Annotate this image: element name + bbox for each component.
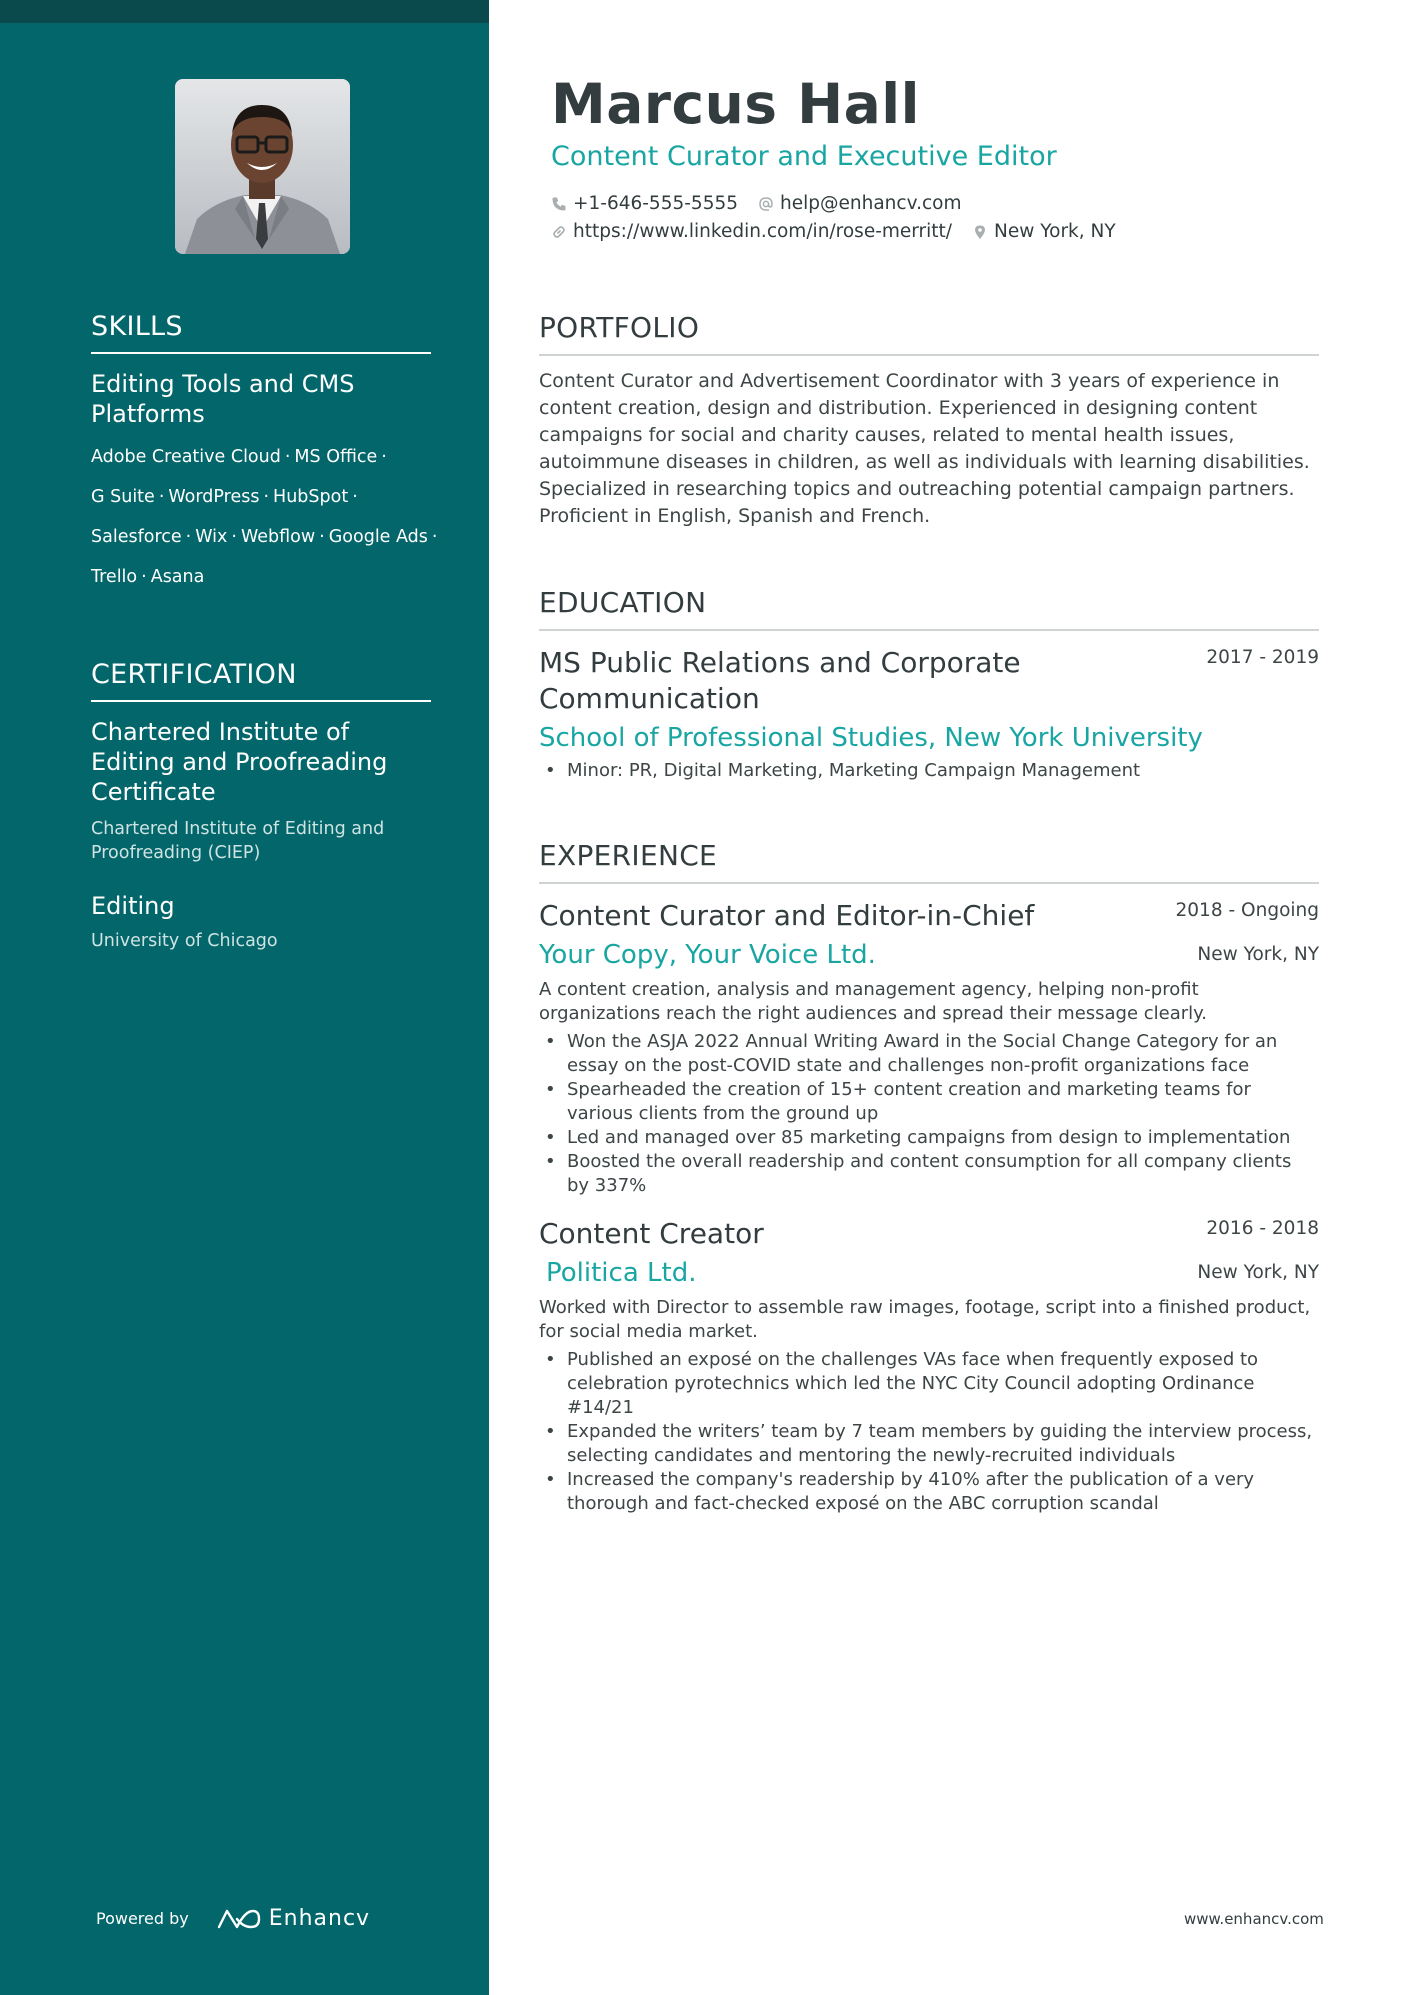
education-section xyxy=(539,586,1319,783)
skill-separator: · xyxy=(263,487,270,507)
skill-item: MS Office xyxy=(294,447,378,467)
portfolio-heading: PORTFOLIO xyxy=(539,311,1319,356)
location-text: New York, NY xyxy=(994,221,1116,242)
skill-separator: · xyxy=(381,447,387,467)
enhancv-wordmark: Enhancv xyxy=(268,1906,371,1931)
job-bullet: • Increased the company's readership by 410% after the publication of a very thorough and fact-checked exposé on the ABC corruption scandal xyxy=(539,1468,1319,1516)
experience-heading: EXPERIENCE xyxy=(539,839,1319,884)
education-dates: 2017 - 2019 xyxy=(1206,647,1319,668)
job-bullet: • Won the ASJA 2022 Annual Writing Award in the Social Change Category for an essay on the post-COVID state and challenges non-profit organizations face xyxy=(539,1030,1319,1078)
skill-item: G Suite xyxy=(91,487,155,507)
certification-heading: CERTIFICATION xyxy=(91,659,431,702)
skill-item: Webflow xyxy=(240,527,316,547)
certification-title: Chartered Institute of Editing and Proofreading Certificate xyxy=(91,718,388,806)
job-dates: 2016 - 2018 xyxy=(1206,1218,1319,1239)
contact-email[interactable] xyxy=(758,193,961,214)
footer-website-link[interactable]: www.enhancv.com xyxy=(1184,1910,1324,1928)
job-title: Content Creator xyxy=(539,1217,764,1250)
company-description: Worked with Director to assemble raw images, footage, script into a finished product, for social media market. xyxy=(539,1297,1311,1342)
skills-heading: SKILLS xyxy=(91,311,431,354)
enhancv-logo-icon xyxy=(215,1907,261,1931)
email-address: help@enhancv.com xyxy=(780,193,962,214)
candidate-title: Content Curator and Executive Editor xyxy=(551,141,1057,172)
company-name: Your Copy, Your Voice Ltd. xyxy=(539,940,876,970)
profile-photo-illustration xyxy=(175,79,350,254)
company-description: A content creation, analysis and management agency, helping non-profit organizations reach the right audiences and spread their message clearly. xyxy=(539,979,1207,1024)
sidebar xyxy=(0,0,489,1995)
skill-item: Google Ads xyxy=(328,527,428,547)
skill-separator: · xyxy=(284,447,291,467)
education-entry xyxy=(539,645,1319,783)
location-pin-icon xyxy=(972,224,988,240)
education-heading: EDUCATION xyxy=(539,586,1319,631)
enhancv-logo[interactable] xyxy=(215,1906,370,1931)
sidebar-top-bar xyxy=(0,0,489,23)
job-bullet: • Spearheaded the creation of 15+ content creation and marketing teams for various clients from the ground up xyxy=(539,1078,1319,1126)
contact-linkedin[interactable] xyxy=(551,221,952,242)
profile-photo xyxy=(175,79,350,254)
skill-item: Asana xyxy=(150,567,205,587)
skill-separator: · xyxy=(158,487,165,507)
job-location: New York, NY xyxy=(1197,944,1319,965)
skill-separator: · xyxy=(185,527,192,547)
portfolio-summary: Content Curator and Advertisement Coordinator with 3 years of experience in content creation, design and distribution. Experienced in designing content campaigns for social and charity causes, related to mental health issues, autoimmune diseases in children, as well as individuals with learning disabilities. Specialized in researching topics and outreaching potential campaign partners. Proficient in English, Spanish and French. xyxy=(539,370,1310,527)
skill-item: Trello xyxy=(91,567,138,587)
powered-by-label: Powered by xyxy=(96,1909,189,1928)
skill-item: HubSpot xyxy=(273,487,349,507)
skill-separator: · xyxy=(431,527,438,547)
skill-group-title: Editing Tools and CMS Platforms xyxy=(91,370,355,428)
at-icon xyxy=(758,196,774,212)
skill-item: Adobe Creative Cloud xyxy=(91,447,281,467)
job-bullets xyxy=(539,1030,1319,1198)
certification-description: University of Chicago xyxy=(91,931,278,951)
skill-separator: · xyxy=(231,527,237,547)
job-bullets xyxy=(539,1348,1319,1516)
powered-by xyxy=(96,1906,370,1931)
contact-phone[interactable] xyxy=(551,193,738,214)
skill-item: WordPress xyxy=(168,487,260,507)
job-dates: 2018 - Ongoing xyxy=(1175,900,1319,921)
job-bullet: • Led and managed over 85 marketing campaigns from design to implementation xyxy=(539,1126,1319,1150)
job-bullet: • Published an exposé on the challenges VAs face when frequently exposed to celebration pyrotechnics which led the NYC City Council adopting Ordinance #14/21 xyxy=(539,1348,1319,1420)
company-name: Politica Ltd. xyxy=(546,1258,697,1288)
education-bullets xyxy=(539,759,1319,783)
skill-separator: · xyxy=(141,567,147,587)
school-name: School of Professional Studies, New York University xyxy=(539,723,1203,753)
skill-item: Wix xyxy=(195,527,228,547)
skill-list xyxy=(91,437,438,597)
degree-title: MS Public Relations and Corporate Communication xyxy=(539,646,1021,715)
skills-section xyxy=(91,311,438,597)
certification-section xyxy=(91,659,431,953)
job-bullet: • Boosted the overall readership and content consumption for all company clients by 337% xyxy=(539,1150,1319,1198)
skill-separator: · xyxy=(352,487,358,507)
job-location: New York, NY xyxy=(1197,1262,1319,1283)
phone-icon xyxy=(551,196,567,212)
contact-location xyxy=(972,221,1116,242)
experience-entry xyxy=(539,1216,1319,1516)
certification-description: Chartered Institute of Editing and Proofreading (CIEP) xyxy=(91,819,385,863)
education-bullet: • Minor: PR, Digital Marketing, Marketing Campaign Management xyxy=(539,759,1319,783)
phone-number: +1-646-555-5555 xyxy=(573,193,739,214)
contact-row xyxy=(551,221,1136,242)
experience-section xyxy=(539,839,1319,1516)
job-title: Content Curator and Editor-in-Chief xyxy=(539,899,1035,932)
candidate-name: Marcus Hall xyxy=(551,72,920,136)
skill-separator: · xyxy=(319,527,325,547)
job-bullet: • Expanded the writers’ team by 7 team members by guiding the interview process, selecting candidates and mentoring the newly-recruited individuals xyxy=(539,1420,1319,1468)
certification-title: Editing xyxy=(91,892,175,920)
linkedin-url: https://www.linkedin.com/in/rose-merritt/ xyxy=(573,221,953,242)
experience-entry xyxy=(539,898,1319,1198)
contact-row xyxy=(551,193,981,214)
skill-item: Salesforce xyxy=(91,527,182,547)
link-icon xyxy=(551,224,567,240)
portfolio-section xyxy=(539,311,1319,530)
